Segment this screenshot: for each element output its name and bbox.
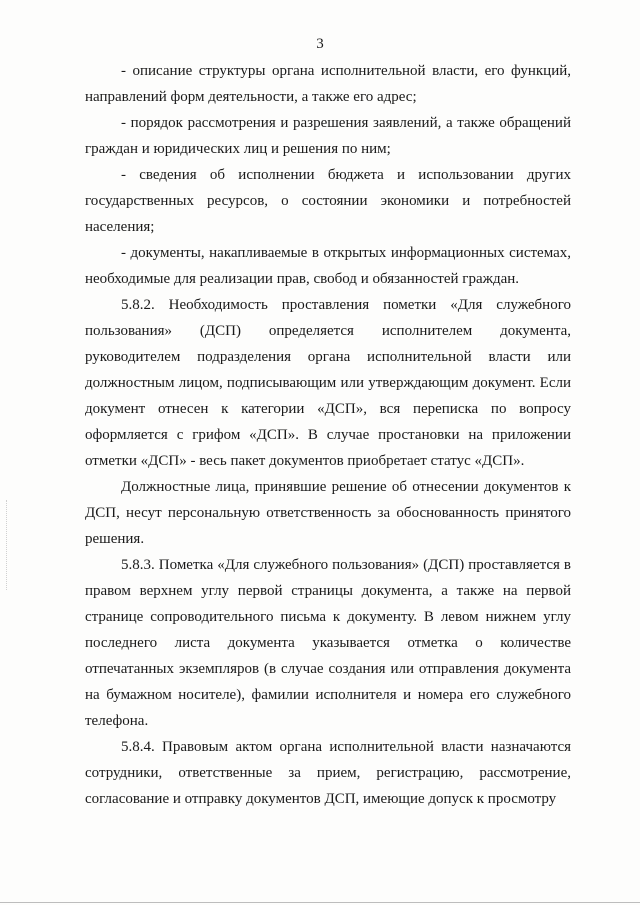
scan-artifact	[6, 500, 11, 590]
page-bottom-edge	[0, 902, 640, 903]
paragraph-structure-description: - описание структуры органа исполнительной власти, его функций, направлений форм деятельности, а также его адрес;	[85, 63, 571, 105]
paragraph-5-8-4: 5.8.4. Правовым актом органа исполнительной власти назначаются сотрудники, ответственные за прием, регистрацию, рассмотрение, согласование и отправку документов ДСП, имеющие допуск к просмотру	[85, 739, 571, 807]
document-body	[85, 58, 571, 812]
paragraph-applications-procedure: - порядок рассмотрения и разрешения заявлений, а также обращений граждан и юридических лиц и решения по ним;	[85, 115, 571, 157]
paragraph-5-8-2: 5.8.2. Необходимость проставления пометки «Для служебного пользования» (ДСП) определяется исполнителем документа, руководителем подразделения органа исполнительной власти или должностным лицом, подписывающим или утверждающим документ. Если документ отнесен к категории «ДСП», вся переписка по вопросу оформляется с грифом «ДСП». В случае простановки на приложении отметки «ДСП» - весь пакет документов приобретает статус «ДСП».	[85, 297, 571, 469]
page-number: 3	[316, 36, 324, 52]
paragraph-5-8-3: 5.8.3. Пометка «Для служебного пользования» (ДСП) проставляется в правом верхнем углу первой страницы документа, а также на первой странице сопроводительного письма к документу. В левом нижнем углу последнего листа документа указывается отметка о количестве отпечатанных экземпляров (в случае создания или отправления документа на бумажном носителе), фамилии исполнителя и номера его служебного телефона.	[85, 557, 571, 729]
paragraph-budget-information: - сведения об исполнении бюджета и использовании других государственных ресурсов, о состоянии экономики и потребностей населения;	[85, 167, 571, 235]
paragraph-responsibility: Должностные лица, принявшие решение об отнесении документов к ДСП, несут персональную ответственность за обоснованность принятого решения.	[85, 479, 571, 547]
paragraph-information-systems: - документы, накапливаемые в открытых информационных системах, необходимые для реализации прав, свобод и обязанностей граждан.	[85, 245, 571, 287]
